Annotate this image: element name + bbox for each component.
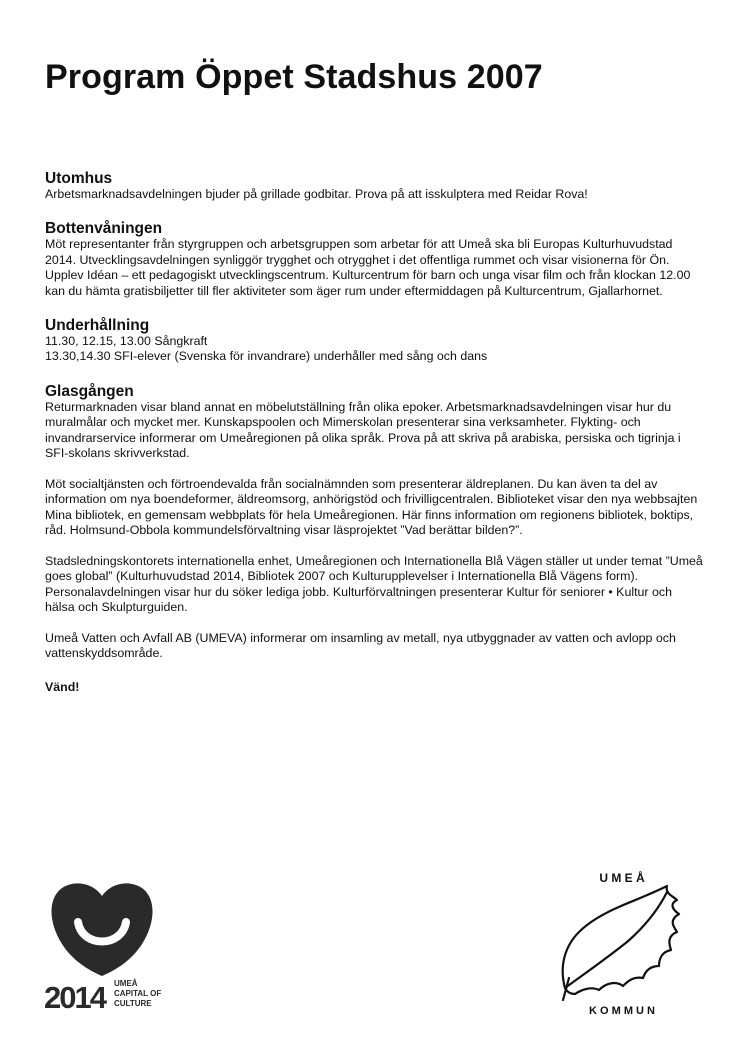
umea-2014-logo (44, 880, 174, 1015)
turn-over-note: Vänd! (45, 679, 80, 694)
section-heading: Bottenvåningen (45, 220, 163, 238)
program-content (45, 170, 703, 694)
section-heading: Underhållning (45, 317, 150, 335)
logo-line3: CULTURE (114, 999, 152, 1008)
logo-top-text: U M E Å (599, 871, 645, 885)
schedule-line: 13.30,14.30 SFI-elever (Svenska för invandrare) underhåller med sång och dans (45, 349, 488, 364)
section-paragraph: Möt representanter från styrgruppen och arbetsgruppen som arbetar för att Umeå ska bli Europas Kulturhuvudstad 2014. Utvecklingsavdelningen synliggör trygghet och otrygghet i det offentliga rummet och visar visionerna för Ön. Upplev Idéan – ett pedagogiskt utvecklingscentrum. Kulturcentrum för barn och unga visar film och från klockan 12.00 kan du hämta gratisbiljetter till fler aktiviteter som äger rum under eftermiddagen på Kulturcentrum, Gjallarhornet. (45, 237, 691, 298)
section-paragraph: Returmarknaden visar bland annat en möbelutställning från olika epoker. Arbetsmarknadsavdelningen visar hur du muralmålar och mycket mer. Kunskapspoolen och Mimerskolan presenterar sina verksamheter. Flykting- och invandrarservice informerar om Umeåregionen på olika språk. Prova på att skriva på arabiska, persiska och tigrinja i SFI-skolans skrivverkstad. (45, 399, 681, 461)
section-utomhus (45, 170, 703, 202)
section-underhallning (45, 317, 703, 365)
logo-line2: CAPITAL OF (114, 989, 162, 998)
section-glasgangen (45, 383, 703, 662)
heart-smile-icon (52, 883, 153, 976)
section-paragraph: Möt socialtjänsten och förtroendevalda från socialnämnden som presenterar äldreplanen. Du kan även ta del av information om nya boendeformer, äldreomsorg, anhörigstöd och frivilligcentralen. Biblioteket visar den nya webbsajten Mina bibliotek, en gemensam webbplats för hela Umeåregionen. Här finns information om regionens bibliotek, boktips, råd. Holmsund-Obbola kommundelsförvaltning visar läsprojektet ”Vad berättar bilden?”. (45, 476, 698, 538)
logo-year: 2014 (44, 980, 105, 1015)
umea-kommun-logo (555, 868, 690, 1018)
page-title: Program Öppet Stadshus 2007 (45, 58, 543, 96)
section-paragraph: Stadsledningskontorets internationella enhet, Umeåregionen och Internationella Blå Vägen ställer ut under temat ”Umeå goes global” (Kulturhuvudstad 2014, Bibliotek 2007 och Kulturupplevelser i Internationella Blå Vägens form). Personalavdelningen visar hur du söker lediga jobb. Kulturförvaltningen presenterar Kultur för seniorer • Kultur och hälsa och Skulpturguiden. (45, 553, 703, 615)
section-heading: Utomhus (45, 170, 113, 187)
logo-line1: UMEÅ (114, 979, 138, 988)
section-bottenvaningen (45, 220, 703, 299)
section-heading: Glasgången (45, 382, 134, 400)
section-paragraph: Umeå Vatten och Avfall AB (UMEVA) informerar om insamling av metall, nya utbyggnader av vatten och avlopp och vattenskyddsområde. (45, 630, 676, 661)
section-paragraph: Arbetsmarknadsavdelningen bjuder på grillade godbitar. Prova på att isskulptera med Reidar Rova! (45, 187, 588, 201)
logo-bottom-text: K O M M U N (589, 1005, 655, 1017)
schedule-line: 11.30, 12.15, 13.00 Sångkraft (45, 334, 208, 349)
birch-leaf-icon (563, 886, 679, 1000)
